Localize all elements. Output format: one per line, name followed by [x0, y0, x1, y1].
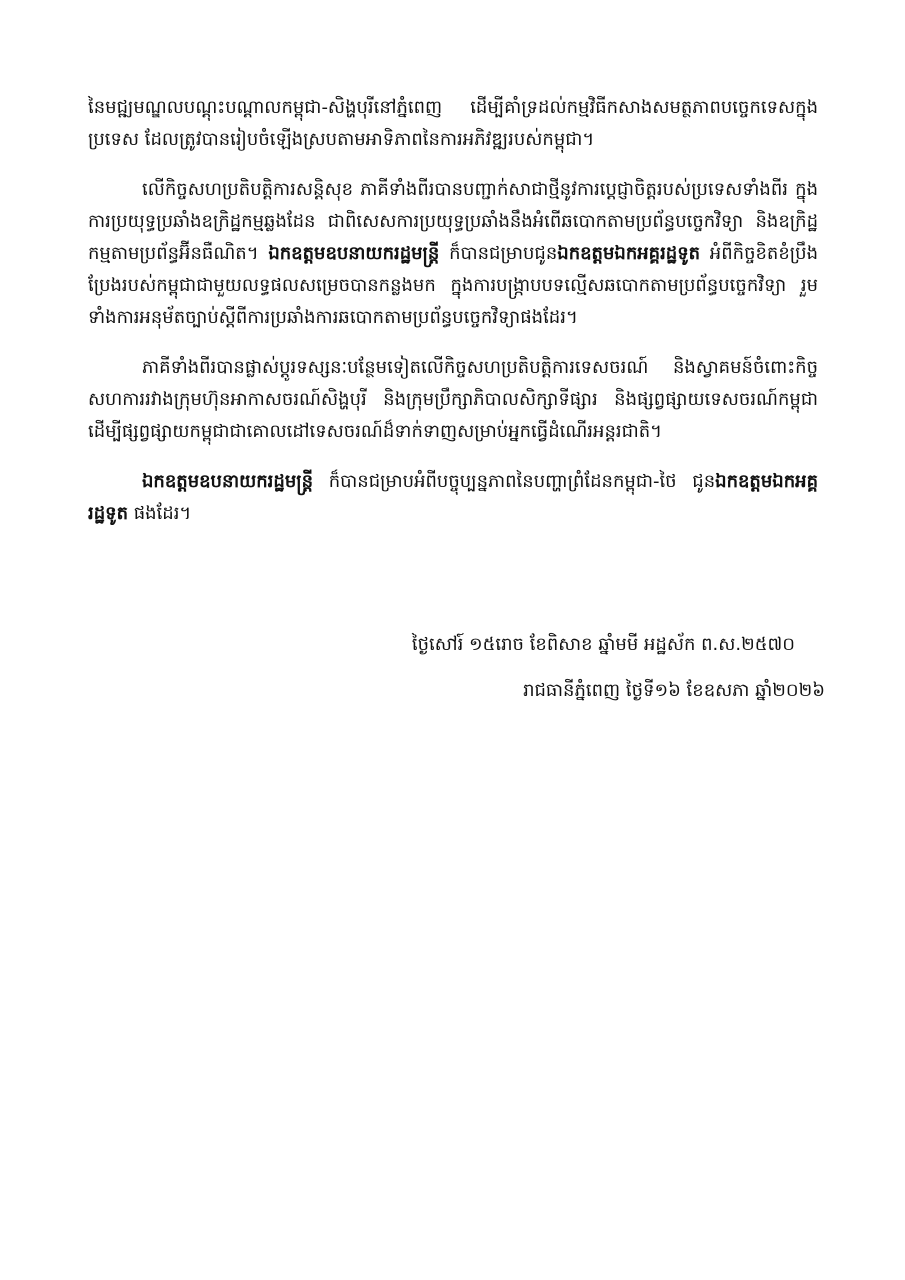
paragraph-3-text: ភាគីទាំងពីរបានផ្លាស់ប្តូរទស្សនៈបន្ថែមទៀតលើកិច្ចសហប្រតិបត្តិការទេសចរណ៍ និងស្វាគមន៍ចំពោះកិច្ចសហការរវាងក្រុមហ៊ុនអាកាសចរណ៍សិង្ហបុរី និងក្រុមប្រឹក្សាភិបាលសិក្សាទីផ្សារ និងផ្សព្វផ្សាយទេសចរណ៍កម្ពុជា ដើម្បីផ្សព្វផ្សាយកម្ពុជាជាគោលដៅទេសចរណ៍ដ៏ទាក់ទាញសម្រាប់អ្នកធ្វើដំណើរអន្តរជាតិ។ [88, 357, 818, 442]
title-ambassador: ឯកឧត្តមឯកអគ្គរដ្ឋទូត [557, 243, 701, 264]
paragraph-security-cooperation [88, 174, 818, 334]
paragraph-4-text-b: ផងដែរ។ [128, 503, 192, 524]
paragraph-training-centre [88, 92, 818, 156]
paragraph-2-text-b: ក៏បានជម្រាបជូន [439, 243, 558, 264]
paragraph-2-text-a: លើកិច្ចសហប្រតិបត្តិការសន្តិសុខ ភាគីទាំងពីរបានបញ្ជាក់សាជាថ្មីនូវការប្តេជ្ញាចិត្តរបស់ប្រទេសទាំងពីរ ក្នុងការប្រយុទ្ធប្រឆាំងឧក្រិដ្ឋកម្មឆ្លងដែន ជាពិសេសការប្រយុទ្ធប្រឆាំងនឹងអំពើឆបោកតាមប្រព័ន្ធបច្ចេកវិទ្យា និងឧក្រិដ្ឋកម្មតាមប្រព័ន្ធអ៊ីនធឺណិត។ [88, 179, 818, 264]
title-ambassador-2: ឯកឧត្តមឯកអគ្គរដ្ឋទូត [88, 471, 818, 524]
date-block [411, 622, 825, 714]
title-deputy-prime-minister: ឯកឧត្តមឧបនាយករដ្ឋមន្ត្រី [268, 243, 440, 264]
paragraph-4-text-a: ក៏បានជម្រាបអំពីបច្ចុប្បន្នភាពនៃបញ្ហាព្រំដែនកម្ពុជា-ថៃ ជូន [313, 471, 716, 492]
document-body [88, 92, 818, 548]
paragraph-1-text: នៃមជ្ឍមណ្ឌលបណ្តុះបណ្តាលកម្ពុជា-សិង្ហបុរីនៅភ្នំពេញ ដើម្បីគាំទ្រដល់កម្មវិធីកសាងសមត្ថភាពបច្ចេកទេសក្នុងប្រទេស ដែលត្រូវបានរៀបចំឡើងស្របតាមអាទិភាពនៃការអភិវឌ្ឍរបស់កម្ពុជា។ [88, 97, 818, 150]
title-deputy-prime-minister-2: ឯកឧត្តមឧបនាយករដ្ឋមន្ត្រី [142, 471, 314, 492]
gregorian-date: រាជធានីភ្នំពេញ ថ្ងៃទី១៦ ខែឧសភា ឆ្នាំ២០២៦ [523, 680, 825, 701]
paragraph-border-update [88, 466, 818, 530]
paragraph-tourism-cooperation [88, 352, 818, 448]
paragraph-2-text-c: អំពីកិច្ចខិតខំប្រឹងប្រែងរបស់កម្ពុជាជាមួយលទ្ធផលសម្រេចបានកន្លងមក ក្នុងការបង្ក្រាបបទល្មើសឆបោកតាមប្រព័ន្ធបច្ចេកវិទ្យា រួមទាំងការអនុម័តច្បាប់ស្តីពីការប្រឆាំងការឆបោកតាមប្រព័ន្ធបច្ចេកវិទ្យាផងដែរ។ [88, 243, 818, 328]
lunar-date: ថ្ងៃសៅរ៍ ១៥រោច ខែពិសាខ ឆ្នាំមមី អដ្ឋស័ក ព.ស.២៥៧០ [411, 634, 795, 655]
